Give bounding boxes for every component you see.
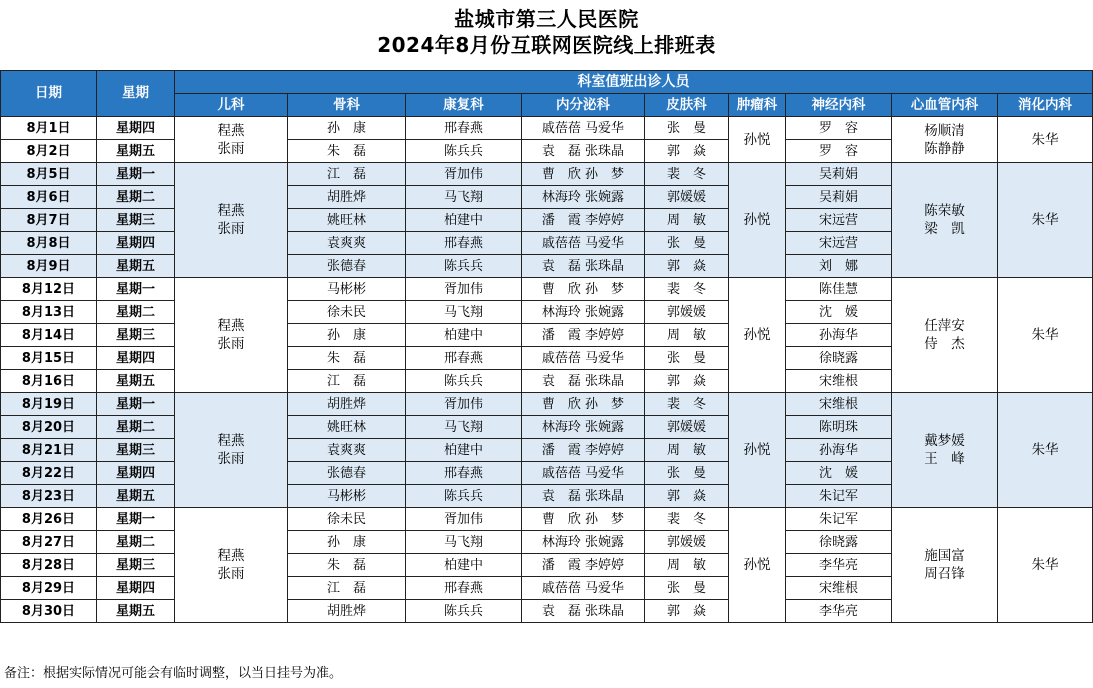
orthopedics-cell: 马彬彬 (288, 485, 406, 508)
date-cell: 8月12日 (1, 278, 97, 301)
endocrine-cell: 袁 磊 张珠晶 (522, 255, 645, 278)
header-dept: 儿科 (175, 94, 288, 117)
gastro-cell: 朱华 (998, 117, 1093, 163)
dermatology-cell: 郭 焱 (645, 140, 729, 163)
neurology-cell: 吴莉娟 (786, 186, 892, 209)
orthopedics-cell: 江 磊 (288, 163, 406, 186)
neurology-cell: 吴莉娟 (786, 163, 892, 186)
cardiology-cell: 戴梦媛 王 峰 (892, 393, 998, 508)
neurology-cell: 徐晓露 (786, 531, 892, 554)
table-row (1, 163, 1093, 186)
weekday-cell: 星期四 (97, 577, 175, 600)
neurology-cell: 陈佳慧 (786, 278, 892, 301)
weekday-cell: 星期四 (97, 232, 175, 255)
weekday-cell: 星期三 (97, 439, 175, 462)
endocrine-cell: 戚蓓蓓 马爱华 (522, 347, 645, 370)
header-dept: 肿瘤科 (729, 94, 786, 117)
weekday-cell: 星期一 (97, 393, 175, 416)
endocrine-cell: 林海玲 张婉露 (522, 301, 645, 324)
neurology-cell: 宋维根 (786, 370, 892, 393)
header-dept: 骨科 (288, 94, 406, 117)
weekday-cell: 星期一 (97, 278, 175, 301)
dermatology-cell: 裴 冬 (645, 508, 729, 531)
header-dept: 神经内科 (786, 94, 892, 117)
rehab-cell: 胥加伟 (406, 163, 522, 186)
table-row (1, 278, 1093, 301)
neurology-cell: 罗 容 (786, 117, 892, 140)
rehab-cell: 陈兵兵 (406, 485, 522, 508)
orthopedics-cell: 徐未民 (288, 508, 406, 531)
table-row (1, 393, 1093, 416)
pediatrics-cell: 程燕 张雨 (175, 117, 288, 163)
header-dept: 康复科 (406, 94, 522, 117)
rehab-cell: 邢春燕 (406, 232, 522, 255)
date-cell: 8月21日 (1, 439, 97, 462)
orthopedics-cell: 徐未民 (288, 301, 406, 324)
neurology-cell: 宋维根 (786, 577, 892, 600)
date-cell: 8月19日 (1, 393, 97, 416)
rehab-cell: 陈兵兵 (406, 140, 522, 163)
header-date: 日期 (1, 71, 97, 117)
dermatology-cell: 郭 焱 (645, 485, 729, 508)
neurology-cell: 沈 媛 (786, 301, 892, 324)
date-cell: 8月7日 (1, 209, 97, 232)
weekday-cell: 星期五 (97, 140, 175, 163)
orthopedics-cell: 孙 康 (288, 117, 406, 140)
weekday-cell: 星期五 (97, 370, 175, 393)
header-weekday: 星期 (97, 71, 175, 117)
endocrine-cell: 潘 霞 李婷婷 (522, 554, 645, 577)
date-cell: 8月2日 (1, 140, 97, 163)
rehab-cell: 邢春燕 (406, 577, 522, 600)
orthopedics-cell: 袁爽爽 (288, 439, 406, 462)
rehab-cell: 马飞翔 (406, 531, 522, 554)
endocrine-cell: 戚蓓蓓 马爱华 (522, 117, 645, 140)
endocrine-cell: 袁 磊 张珠晶 (522, 600, 645, 623)
weekday-cell: 星期二 (97, 186, 175, 209)
neurology-cell: 朱记军 (786, 485, 892, 508)
endocrine-cell: 曹 欣 孙 梦 (522, 278, 645, 301)
orthopedics-cell: 朱 磊 (288, 347, 406, 370)
table-row (1, 117, 1093, 140)
orthopedics-cell: 朱 磊 (288, 140, 406, 163)
oncology-cell: 孙悦 (729, 508, 786, 623)
pediatrics-cell: 程燕 张雨 (175, 508, 288, 623)
schedule-body (1, 117, 1093, 623)
oncology-cell: 孙悦 (729, 278, 786, 393)
weekday-cell: 星期三 (97, 209, 175, 232)
weekday-cell: 星期一 (97, 163, 175, 186)
endocrine-cell: 袁 磊 张珠晶 (522, 140, 645, 163)
date-cell: 8月26日 (1, 508, 97, 531)
gastro-cell: 朱华 (998, 393, 1093, 508)
endocrine-cell: 林海玲 张婉露 (522, 416, 645, 439)
dermatology-cell: 张 曼 (645, 577, 729, 600)
neurology-cell: 刘 娜 (786, 255, 892, 278)
date-cell: 8月1日 (1, 117, 97, 140)
weekday-cell: 星期三 (97, 324, 175, 347)
dermatology-cell: 张 曼 (645, 347, 729, 370)
cardiology-cell: 陈荣敏 梁 凯 (892, 163, 998, 278)
dermatology-cell: 张 曼 (645, 117, 729, 140)
rehab-cell: 陈兵兵 (406, 370, 522, 393)
orthopedics-cell: 孙 康 (288, 531, 406, 554)
date-cell: 8月16日 (1, 370, 97, 393)
date-cell: 8月28日 (1, 554, 97, 577)
header-dept: 消化内科 (998, 94, 1093, 117)
date-cell: 8月15日 (1, 347, 97, 370)
weekday-cell: 星期三 (97, 554, 175, 577)
neurology-cell: 李华亮 (786, 600, 892, 623)
orthopedics-cell: 胡胜烨 (288, 600, 406, 623)
pediatrics-cell: 程燕 张雨 (175, 163, 288, 278)
rehab-cell: 柏建中 (406, 209, 522, 232)
endocrine-cell: 戚蓓蓓 马爱华 (522, 462, 645, 485)
weekday-cell: 星期四 (97, 117, 175, 140)
neurology-cell: 宋维根 (786, 393, 892, 416)
weekday-cell: 星期五 (97, 600, 175, 623)
orthopedics-cell: 朱 磊 (288, 554, 406, 577)
oncology-cell: 孙悦 (729, 393, 786, 508)
date-cell: 8月20日 (1, 416, 97, 439)
page-title: 盐城市第三人民医院 (454, 7, 639, 31)
endocrine-cell: 戚蓓蓓 马爱华 (522, 577, 645, 600)
pediatrics-cell: 程燕 张雨 (175, 278, 288, 393)
orthopedics-cell: 姚旺林 (288, 209, 406, 232)
dermatology-cell: 裴 冬 (645, 163, 729, 186)
dermatology-cell: 郭媛媛 (645, 301, 729, 324)
endocrine-cell: 戚蓓蓓 马爱华 (522, 232, 645, 255)
endocrine-cell: 曹 欣 孙 梦 (522, 163, 645, 186)
neurology-cell: 孙海华 (786, 439, 892, 462)
endocrine-cell: 曹 欣 孙 梦 (522, 508, 645, 531)
endocrine-cell: 林海玲 张婉露 (522, 186, 645, 209)
date-cell: 8月30日 (1, 600, 97, 623)
neurology-cell: 宋远营 (786, 209, 892, 232)
date-cell: 8月22日 (1, 462, 97, 485)
pediatrics-cell: 程燕 张雨 (175, 393, 288, 508)
date-cell: 8月13日 (1, 301, 97, 324)
date-cell: 8月27日 (1, 531, 97, 554)
endocrine-cell: 潘 霞 李婷婷 (522, 439, 645, 462)
endocrine-cell: 袁 磊 张珠晶 (522, 485, 645, 508)
neurology-cell: 陈明珠 (786, 416, 892, 439)
orthopedics-cell: 江 磊 (288, 577, 406, 600)
cardiology-cell: 杨顺清 陈静静 (892, 117, 998, 163)
date-cell: 8月14日 (1, 324, 97, 347)
date-cell: 8月29日 (1, 577, 97, 600)
neurology-cell: 朱记军 (786, 508, 892, 531)
dermatology-cell: 周 敏 (645, 439, 729, 462)
table-row (1, 508, 1093, 531)
dermatology-cell: 郭 焱 (645, 255, 729, 278)
neurology-cell: 徐晓露 (786, 347, 892, 370)
rehab-cell: 陈兵兵 (406, 255, 522, 278)
cardiology-cell: 任萍安 侍 杰 (892, 278, 998, 393)
date-cell: 8月9日 (1, 255, 97, 278)
orthopedics-cell: 马彬彬 (288, 278, 406, 301)
rehab-cell: 马飞翔 (406, 186, 522, 209)
dermatology-cell: 周 敏 (645, 209, 729, 232)
neurology-cell: 孙海华 (786, 324, 892, 347)
weekday-cell: 星期四 (97, 347, 175, 370)
rehab-cell: 柏建中 (406, 439, 522, 462)
weekday-cell: 星期二 (97, 301, 175, 324)
orthopedics-cell: 姚旺林 (288, 416, 406, 439)
header-dept: 心血管内科 (892, 94, 998, 117)
endocrine-cell: 潘 霞 李婷婷 (522, 324, 645, 347)
neurology-cell: 罗 容 (786, 140, 892, 163)
header-dept: 皮肤科 (645, 94, 729, 117)
footnote: 备注：根据实际情况可能会有临时调整，以当日挂号为准。 (4, 666, 343, 681)
gastro-cell: 朱华 (998, 163, 1093, 278)
header-group: 科室值班出诊人员 (175, 71, 1093, 94)
endocrine-cell: 林海玲 张婉露 (522, 531, 645, 554)
rehab-cell: 邢春燕 (406, 347, 522, 370)
dermatology-cell: 周 敏 (645, 324, 729, 347)
rehab-cell: 邢春燕 (406, 462, 522, 485)
schedule-table (0, 70, 1093, 623)
endocrine-cell: 潘 霞 李婷婷 (522, 209, 645, 232)
rehab-cell: 柏建中 (406, 554, 522, 577)
weekday-cell: 星期四 (97, 462, 175, 485)
header-dept: 内分泌科 (522, 94, 645, 117)
weekday-cell: 星期二 (97, 416, 175, 439)
rehab-cell: 马飞翔 (406, 301, 522, 324)
date-cell: 8月6日 (1, 186, 97, 209)
gastro-cell: 朱华 (998, 278, 1093, 393)
rehab-cell: 陈兵兵 (406, 600, 522, 623)
dermatology-cell: 裴 冬 (645, 278, 729, 301)
oncology-cell: 孙悦 (729, 163, 786, 278)
dermatology-cell: 郭 焱 (645, 370, 729, 393)
orthopedics-cell: 江 磊 (288, 370, 406, 393)
rehab-cell: 马飞翔 (406, 416, 522, 439)
rehab-cell: 胥加伟 (406, 508, 522, 531)
date-cell: 8月23日 (1, 485, 97, 508)
dermatology-cell: 裴 冬 (645, 393, 729, 416)
endocrine-cell: 袁 磊 张珠晶 (522, 370, 645, 393)
orthopedics-cell: 张德春 (288, 255, 406, 278)
dermatology-cell: 张 曼 (645, 232, 729, 255)
rehab-cell: 胥加伟 (406, 278, 522, 301)
weekday-cell: 星期五 (97, 485, 175, 508)
weekday-cell: 星期五 (97, 255, 175, 278)
weekday-cell: 星期二 (97, 531, 175, 554)
weekday-cell: 星期一 (97, 508, 175, 531)
neurology-cell: 沈 媛 (786, 462, 892, 485)
orthopedics-cell: 袁爽爽 (288, 232, 406, 255)
endocrine-cell: 曹 欣 孙 梦 (522, 393, 645, 416)
neurology-cell: 宋远营 (786, 232, 892, 255)
dermatology-cell: 郭媛媛 (645, 416, 729, 439)
orthopedics-cell: 孙 康 (288, 324, 406, 347)
dermatology-cell: 郭 焱 (645, 600, 729, 623)
oncology-cell: 孙悦 (729, 117, 786, 163)
date-cell: 8月5日 (1, 163, 97, 186)
cardiology-cell: 施国富 周召锋 (892, 508, 998, 623)
orthopedics-cell: 胡胜烨 (288, 393, 406, 416)
page-subtitle: 2024年8月份互联网医院线上排班表 (377, 33, 716, 57)
dermatology-cell: 周 敏 (645, 554, 729, 577)
rehab-cell: 柏建中 (406, 324, 522, 347)
dermatology-cell: 郭媛媛 (645, 186, 729, 209)
orthopedics-cell: 胡胜烨 (288, 186, 406, 209)
date-cell: 8月8日 (1, 232, 97, 255)
orthopedics-cell: 张德春 (288, 462, 406, 485)
dermatology-cell: 郭媛媛 (645, 531, 729, 554)
neurology-cell: 李华亮 (786, 554, 892, 577)
rehab-cell: 胥加伟 (406, 393, 522, 416)
dermatology-cell: 张 曼 (645, 462, 729, 485)
gastro-cell: 朱华 (998, 508, 1093, 623)
rehab-cell: 邢春燕 (406, 117, 522, 140)
